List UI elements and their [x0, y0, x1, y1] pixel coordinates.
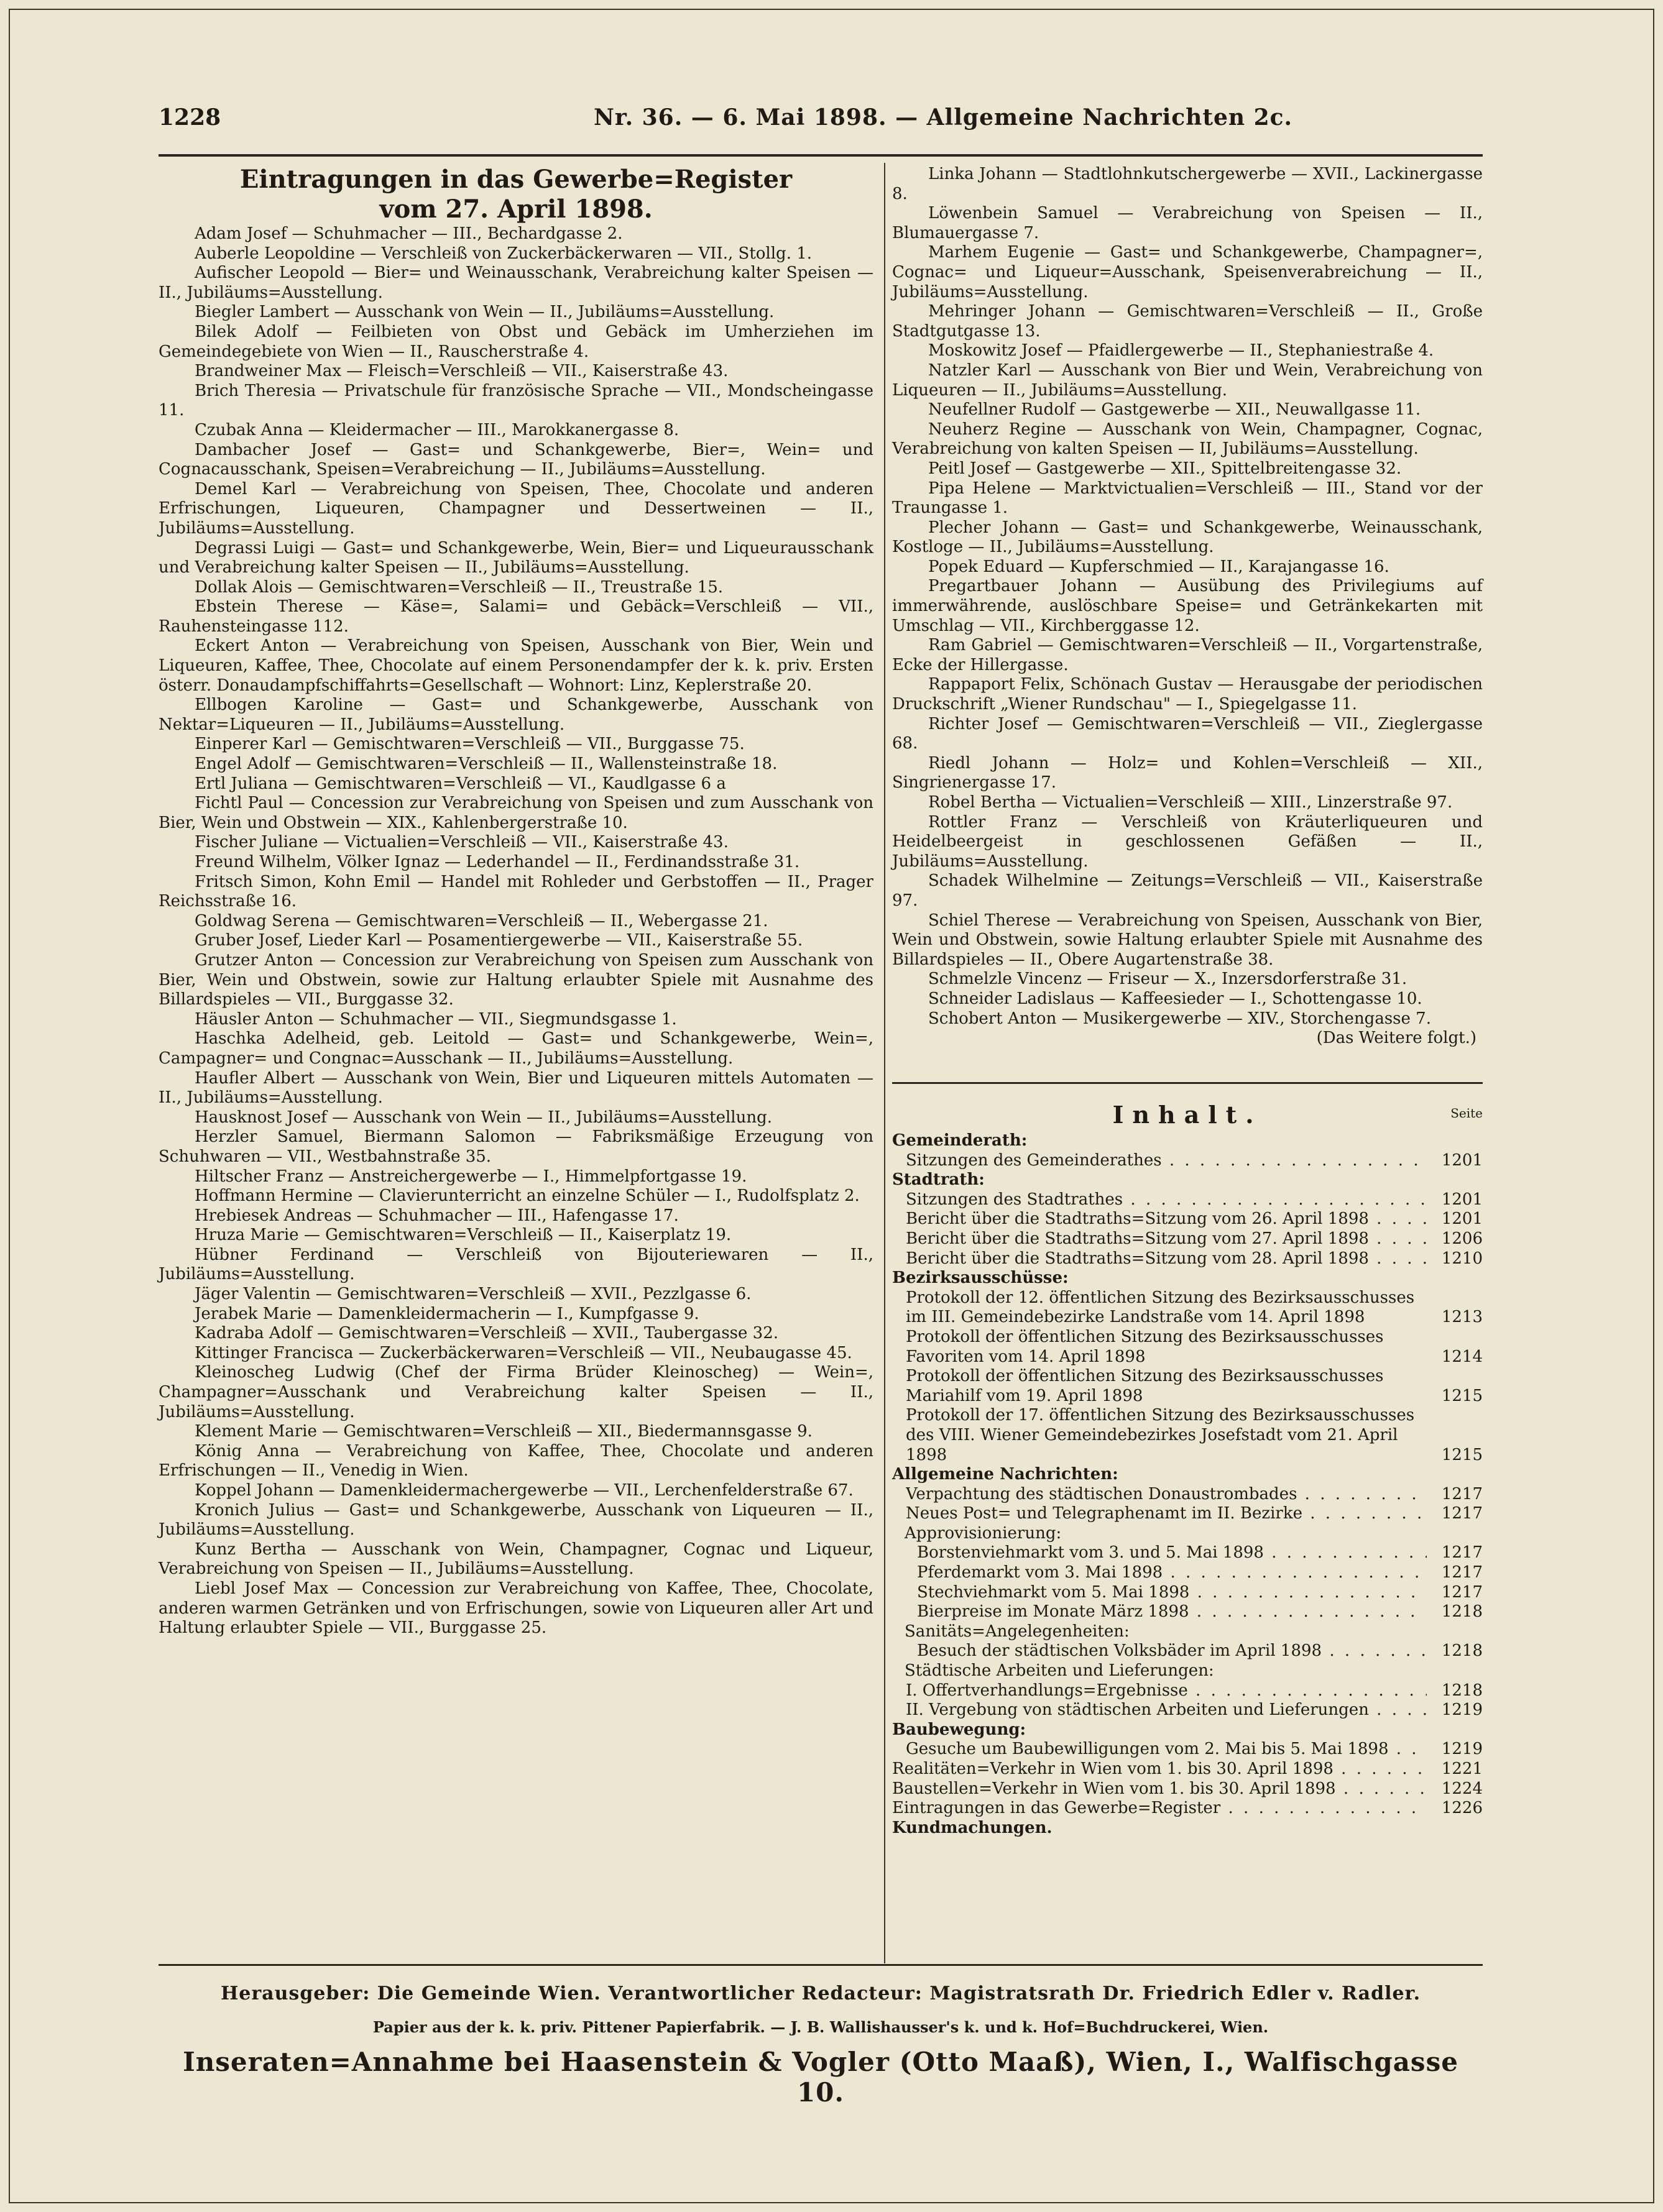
toc-entry-title: Verpachtung des städtischen Donaustrombades . . .	[906, 1485, 1427, 1505]
toc-entry-page: 1214	[1441, 1347, 1483, 1366]
column-divider	[884, 163, 885, 1963]
toc-title: Inhalt.	[1112, 1101, 1263, 1129]
toc-entry-page: 1226	[1441, 1799, 1483, 1818]
toc-entry-title: II. Vergebung von städtischen Arbeiten und Lieferungen . . .	[906, 1700, 1427, 1720]
toc-entry-title: Borstenviehmarkt vom 3. und 5. Mai 1898 . . .	[917, 1543, 1427, 1563]
register-entry: Hrebiesek Andreas — Schuhmacher — III., Hafengasse 17.	[195, 1206, 679, 1225]
header-rule	[159, 154, 1483, 157]
publisher-line: Herausgeber: Die Gemeinde Wien. Verantwortlicher Redacteur: Magistratsrath Dr. Friedrich Edler v. Radler.	[220, 1983, 1421, 2004]
toc-entry-title: Sitzungen des Gemeinderathes . . .	[906, 1151, 1427, 1171]
toc-entry-page: 1224	[1441, 1779, 1483, 1798]
toc-entry	[892, 1249, 1483, 1269]
register-entry: Eckert Anton — Verabreichung von Speisen, Ausschank von Bier, Wein und Liqueuren, Kaffee, Thee, Chocolate auf einem Personendampfer der k. k. priv. Ersten österr. Donaudampfschiffahrts=Gesellschaft — Wohnort: Linz, Keplerstraße 20.	[159, 636, 873, 695]
page-header	[159, 104, 1483, 142]
toc-entry-title: Protokoll der öffentlichen Sitzung des Bezirksausschusses Favoriten vom 14. April 1898	[906, 1327, 1384, 1366]
toc-entry	[892, 1209, 1483, 1229]
toc-entry-title: Besuch der städtischen Volksbäder im April 1898 . . .	[917, 1641, 1427, 1661]
toc-seite-label: Seite	[1450, 1106, 1483, 1121]
table-of-contents	[892, 1131, 1483, 1908]
toc-list	[892, 1190, 1483, 1269]
register-entry: Fritsch Simon, Kohn Emil — Handel mit Rohleder und Gerbstoffen — II., Prager Reichsstraße 16.	[159, 872, 873, 911]
register-title-line2: vom 27. April 1898.	[379, 195, 653, 224]
register-entry: Hübner Ferdinand — Verschleiß von Bijouteriewaren — II., Jubiläums=Ausstellung.	[159, 1245, 873, 1284]
register-entry: Neuherz Regine — Ausschank von Wein, Champagner, Cognac, Verabreichung von kalten Speisen — II, Jubiläums=Ausstellung.	[892, 420, 1483, 459]
register-entry: Robel Bertha — Victualien=Verschleiß — XIII., Linzerstraße 97.	[928, 793, 1453, 812]
toc-entry-page: 1201	[1441, 1150, 1483, 1170]
left-column	[159, 165, 873, 1638]
footer-rule	[159, 1964, 1483, 1966]
register-entry: Löwenbein Samuel — Verabreichung von Speisen — II., Blumauergasse 7.	[892, 204, 1483, 242]
register-entry: Ebstein Therese — Käse=, Salami= und Gebäck=Verschleiß — VII., Rauhensteingasse 112.	[159, 597, 873, 636]
toc-entry	[892, 1229, 1483, 1249]
register-entry: Herzler Samuel, Biermann Salomon — Fabriksmäßige Erzeugung von Schuhwaren — VII., Westbahnstraße 35.	[159, 1127, 873, 1166]
register-entry: Einperer Karl — Gemischtwaren=Verschleiß — VII., Burggasse 75.	[195, 735, 745, 754]
register-entry: Jerabek Marie — Damenkleidermacherin — I., Kumpfgasse 9.	[195, 1304, 699, 1323]
register-entry: Schneider Ladislaus — Kaffeesieder — I., Schottengasse 10.	[928, 989, 1422, 1008]
toc-section-stadtrath: Stadtrath:	[892, 1170, 985, 1190]
register-entry: König Anna — Verabreichung von Kaffee, Thee, Chocolate und anderen Erfrischungen — II., Venedig in Wien.	[159, 1441, 873, 1480]
toc-entry-page: 1221	[1441, 1760, 1483, 1778]
toc-entry-title: Gesuche um Baubewilligungen vom 2. Mai bis 5. Mai 1898 . . .	[906, 1740, 1427, 1760]
register-entry: Kronich Julius — Gast= und Schankgewerbe, Ausschank von Liqueuren — II., Jubiläums=Ausstellung.	[159, 1500, 873, 1540]
toc-section-baubewegung: Baubewegung:	[892, 1720, 1026, 1739]
register-entry: Moskowitz Josef — Pfaidlergewerbe — II., Stephaniestraße 4.	[928, 341, 1434, 360]
toc-entry-page: 1213	[1441, 1308, 1483, 1327]
toc-entry	[892, 1543, 1483, 1563]
register-entry: Häusler Anton — Schuhmacher — VII., Siegmundsgasse 1.	[195, 1009, 677, 1029]
register-entry: Dambacher Josef — Gast= und Schankgewerbe, Bier=, Wein= und Cognacausschank, Speisen=Verabreichung — II., Jubiläums=Ausstellung.	[159, 440, 873, 479]
register-entry: Kleinoscheg Ludwig (Chef der Firma Brüder Kleinoscheg) — Wein=, Champagner=Ausschank und Verabreichung kalter Speisen — II., Jubiläums=Ausstellung.	[159, 1363, 873, 1421]
right-column	[892, 165, 1483, 1908]
toc-entry-page: 1217	[1441, 1484, 1483, 1503]
register-entry: Fichtl Paul — Concession zur Verabreichung von Speisen und zum Ausschank von Bier, Wein und Obstwein — XIX., Kahlenbergerstraße 10.	[159, 794, 873, 832]
toc-entry	[892, 1602, 1483, 1622]
register-entry: Plecher Johann — Gast= und Schankgewerbe, Weinausschank, Kostloge — II., Jubiläums=Ausstellung.	[892, 518, 1483, 557]
register-title-line1: Eintragungen in das Gewerbe=Register	[239, 165, 793, 194]
toc-list	[892, 1485, 1483, 1524]
register-entry: Brandweiner Max — Fleisch=Verschleiß — VII., Kaiserstraße 43.	[195, 362, 729, 381]
register-entry: Peitl Josef — Gastgewerbe — XII., Spittelbreitengasse 32.	[928, 459, 1402, 478]
toc-entry-title: Bericht über die Stadtraths=Sitzung vom 28. April 1898 . . .	[906, 1249, 1427, 1269]
toc-list	[892, 1740, 1483, 1760]
register-entry: Haschka Adelheid, geb. Leitold — Gast= und Schankgewerbe, Wein=, Campagner= und Congnac=Ausschank — II., Jubiläums=Ausstellung.	[159, 1029, 873, 1068]
toc-entry-page: 1210	[1441, 1249, 1483, 1268]
register-entry: Hruza Marie — Gemischtwaren=Verschleiß — II., Kaiserplatz 19.	[195, 1226, 732, 1245]
register-entry: Rottler Franz — Verschleiß von Kräuterliqueuren und Heidelbeergeist in geschlossenen Gefäßen — II., Jubiläums=Ausstellung.	[892, 812, 1483, 871]
toc-entry	[892, 1151, 1483, 1171]
register-entry: Popek Eduard — Kupferschmied — II., Karajangasse 16.	[928, 557, 1389, 576]
continued-note: (Das Weitere folgt.)	[1316, 1029, 1476, 1048]
register-entry: Degrassi Luigi — Gast= und Schankgewerbe, Wein, Bier= und Liqueurausschank und Verabreichung kalter Speisen — II., Jubiläums=Ausstellung.	[159, 538, 873, 577]
register-entry: Klement Marie — Gemischtwaren=Verschleiß — XII., Biedermannsgasse 9.	[195, 1422, 813, 1441]
toc-entry-page: 1217	[1441, 1504, 1483, 1523]
register-entry: Ellbogen Karoline — Gast= und Schankgewerbe, Ausschank von Nektar=Liqueuren — II., Jubiläums=Ausstellung.	[159, 695, 873, 734]
toc-sub-sanitaet: Sanitäts=Angelegenheiten:	[905, 1622, 1130, 1641]
toc-entry	[892, 1681, 1483, 1701]
register-entry: Czubak Anna — Kleidermacher — III., Marokkanergasse 8.	[195, 420, 679, 439]
register-entry: Liebl Josef Max — Concession zur Verabreichung von Kaffee, Thee, Chocolate, anderen warmen Getränken und von Erfrischungen, sowie von Liqueuren aller Art und Haltung erlaubter Spiele — VII., Burggasse 25.	[159, 1579, 873, 1638]
register-entry: Kadraba Adolf — Gemischtwaren=Verschleiß — XVII., Taubergasse 32.	[195, 1324, 779, 1343]
toc-entry	[892, 1760, 1483, 1779]
toc-entry-title: Neues Post= und Telegraphenamt im II. Bezirke . . .	[906, 1504, 1427, 1524]
toc-list	[892, 1543, 1483, 1622]
page-number: 1228	[159, 104, 221, 131]
register-entry: Ertl Juliana — Gemischtwaren=Verschleiß — VI., Kaudlgasse 6 a	[195, 774, 726, 793]
toc-entry	[892, 1367, 1483, 1406]
toc-entry-title: I. Offertverhandlungs=Ergebnisse . . .	[906, 1681, 1427, 1701]
toc-section-gemeinderath: Gemeinderath:	[892, 1131, 1028, 1150]
toc-list	[892, 1641, 1483, 1661]
register-entry: Marhem Eugenie — Gast= und Schankgewerbe, Champagner=, Cognac= und Liqueur=Ausschank, Speisenverabreichung — II., Jubiläums=Ausstellung.	[892, 243, 1483, 301]
toc-section-kundmachungen: Kundmachungen.	[892, 1818, 1053, 1837]
toc-entry-title: Protokoll der 12. öffentlichen Sitzung des Bezirksausschusses im III. Gemeindebezirke Landstraße vom 14. April 1898	[906, 1288, 1415, 1327]
register-entry: Brich Theresia — Privatschule für französische Sprache — VII., Mondscheingasse 11.	[159, 381, 873, 420]
register-entry: Aufischer Leopold — Bier= und Weinausschank, Verabreichung kalter Speisen — II., Jubiläums=Ausstellung.	[159, 264, 873, 302]
toc-entry	[892, 1700, 1483, 1720]
register-entry: Riedl Johann — Holz= und Kohlen=Verschleiß — XII., Singrienergasse 17.	[892, 753, 1483, 792]
toc-entry-page: 1206	[1441, 1229, 1483, 1248]
toc-entry	[892, 1799, 1483, 1819]
register-title	[159, 165, 873, 224]
toc-entry	[892, 1485, 1483, 1505]
toc-entry-page: 1219	[1441, 1700, 1483, 1720]
toc-entry-page: 1217	[1441, 1582, 1483, 1602]
toc-entry-page: 1217	[1441, 1563, 1483, 1582]
register-entry: Kittinger Francisca — Zuckerbäckerwaren=Verschleiß — VII., Neubaugasse 45.	[195, 1343, 852, 1362]
toc-entry	[892, 1406, 1483, 1465]
toc-entry-title: Sitzungen des Stadtrathes . . .	[906, 1190, 1427, 1210]
toc-entry-page: 1215	[1441, 1386, 1483, 1405]
toc-section-bezirksausschuesse: Bezirksausschüsse:	[892, 1269, 1069, 1288]
register-entry: Adam Josef — Schuhmacher — III., Bechardgasse 2.	[195, 224, 623, 243]
register-entry: Haufler Albert — Ausschank von Wein, Bier und Liqueuren mittels Automaten — II., Jubiläums=Ausstellung.	[159, 1068, 873, 1108]
register-entry: Richter Josef — Gemischtwaren=Verschleiß — VII., Zieglergasse 68.	[892, 714, 1483, 753]
register-entry: Auberle Leopoldine — Verschleiß von Zuckerbäckerwaren — VII., Stollg. 1.	[195, 244, 813, 263]
register-entry: Schadek Wilhelmine — Zeitungs=Verschleiß — VII., Kaiserstraße 97.	[892, 871, 1483, 910]
toc-entry	[892, 1504, 1483, 1524]
register-entry: Mehringer Johann — Gemischtwaren=Verschleiß — II., Große Stadtgutgasse 13.	[892, 302, 1483, 341]
toc-entry-page: 1218	[1441, 1641, 1483, 1661]
register-entry: Goldwag Serena — Gemischtwaren=Verschleiß — II., Webergasse 21.	[195, 911, 768, 930]
toc-entry-page: 1218	[1441, 1681, 1483, 1700]
register-entry: Natzler Karl — Ausschank von Bier und Wein, Verabreichung von Liqueuren — II., Jubiläums=Ausstellung.	[892, 360, 1483, 400]
register-entry: Schiel Therese — Verabreichung von Speisen, Ausschank von Bier, Wein und Obstwein, sowie Haltung erlaubter Spiele mit Ausnahme des Billardspieles — II., Obere Augartenstraße 38.	[892, 911, 1483, 969]
toc-entry	[892, 1288, 1483, 1328]
toc-list	[892, 1681, 1483, 1720]
toc-entry-title: Bericht über die Stadtraths=Sitzung vom 27. April 1898 . . .	[906, 1229, 1427, 1249]
toc-entry	[892, 1740, 1483, 1760]
toc-heading	[892, 1099, 1483, 1131]
register-entries-right-block	[892, 165, 1483, 1078]
toc-entry	[892, 1583, 1483, 1603]
register-entry: Pipa Helene — Marktvictualien=Verschleiß — III., Stand vor der Traungasse 1.	[892, 479, 1483, 518]
toc-entry-page: 1215	[1441, 1445, 1483, 1464]
toc-entry-title: Pferdemarkt vom 3. Mai 1898 . . .	[917, 1563, 1427, 1583]
toc-section-allgemeine-nachrichten: Allgemeine Nachrichten:	[892, 1465, 1118, 1484]
toc-list	[892, 1288, 1483, 1465]
register-entries-right	[892, 165, 1483, 1029]
toc-entry-title: Protokoll der öffentlichen Sitzung des Bezirksausschusses Mariahilf vom 19. April 1898	[906, 1367, 1384, 1405]
register-entry: Pregartbauer Johann — Ausübung des Privilegiums auf immerwährende, auslöschbare Speise= und Getränkekarten mit Umschlag — VII., Kirchberggasse 12.	[892, 577, 1483, 635]
toc-entry-title: Protokoll der 17. öffentlichen Sitzung des Bezirksausschusses des VIII. Wiener Gemeindebezirkes Josefstadt vom 21. April 1898	[906, 1406, 1415, 1464]
issue-info: Nr. 36. — 6. Mai 1898. — Allgemeine Nachrichten 2c.	[594, 104, 1293, 131]
register-entry: Freund Wilhelm, Völker Ignaz — Lederhandel — II., Ferdinandsstraße 31.	[195, 853, 800, 871]
toc-list	[892, 1151, 1483, 1171]
toc-entry	[892, 1779, 1483, 1799]
register-entry: Kunz Bertha — Ausschank von Wein, Champagner, Cognac und Liqueur, Verabreichung von Speisen — II., Jubiläums=Ausstellung.	[159, 1540, 873, 1579]
register-entry: Jäger Valentin — Gemischtwaren=Verschleiß — XVII., Pezzlgasse 6.	[195, 1285, 752, 1304]
toc-entry-page: 1217	[1441, 1543, 1483, 1563]
register-entry: Linka Johann — Stadtlohnkutschergewerbe — XVII., Lackinergasse 8.	[892, 165, 1483, 203]
toc-entry-title: Realitäten=Verkehr in Wien vom 1. bis 30. April 1898 . . .	[892, 1760, 1427, 1779]
toc-sub-approvisionierung: Approvisionierung:	[905, 1523, 1062, 1543]
register-entry: Bilek Adolf — Feilbieten von Obst und Gebäck im Umherziehen im Gemeindegebiete von Wien — II., Rauscherstraße 4.	[159, 322, 873, 361]
register-entry: Demel Karl — Verabreichung von Speisen, Thee, Chocolate und anderen Erfrischungen, Liqueuren, Champagner und Dessertweinen — II., Jubiläums=Ausstellung.	[159, 479, 873, 538]
register-entry: Biegler Lambert — Ausschank von Wein — II., Jubiläums=Ausstellung.	[195, 303, 775, 322]
toc-entry	[892, 1190, 1483, 1210]
toc-sub-arbeiten: Städtische Arbeiten und Lieferungen:	[905, 1661, 1214, 1681]
register-entry: Fischer Juliane — Victualien=Verschleiß — VII., Kaiserstraße 43.	[195, 833, 729, 852]
toc-entry-title: Baustellen=Verkehr in Wien vom 1. bis 30. April 1898 . . .	[892, 1779, 1427, 1799]
toc-entry-title: Bierpreise im Monate März 1898 . . .	[917, 1602, 1427, 1622]
toc-entry	[892, 1563, 1483, 1583]
toc-entry-title: Stechviehmarkt vom 5. Mai 1898 . . .	[917, 1583, 1427, 1603]
toc-entry-page: 1201	[1441, 1190, 1483, 1209]
toc-entry-title: Eintragungen in das Gewerbe=Register . . .	[892, 1799, 1427, 1819]
toc-rule	[892, 1082, 1483, 1084]
toc-list	[892, 1760, 1483, 1819]
advertising-line: Inseraten=Annahme bei Haasenstein & Vogler (Otto Maaß), Wien, I., Walfischgasse 10.	[183, 2047, 1458, 2108]
register-entry: Ram Gabriel — Gemischtwaren=Verschleiß — II., Vorgartenstraße, Ecke der Hillergasse.	[892, 636, 1483, 674]
register-entry: Hoffmann Hermine — Clavierunterricht an einzelne Schüler — I., Rudolfsplatz 2.	[195, 1186, 860, 1206]
register-entry: Grutzer Anton — Concession zur Verabreichung von Speisen zum Ausschank von Bier, Wein und Obstwein, sowie zur Haltung erlaubter Spiele mit Ausnahme des Billardspieles — VII., Burggasse 32.	[159, 950, 873, 1009]
printer-line: Papier aus der k. k. priv. Pittener Papierfabrik. — J. B. Wallishausser's k. und k. Hof=Buchdruckerei, Wien.	[372, 2018, 1269, 2036]
register-entry: Neufellner Rudolf — Gastgewerbe — XII., Neuwallgasse 11.	[928, 400, 1421, 420]
register-entry: Schobert Anton — Musikergewerbe — XIV., Storchengasse 7.	[928, 1009, 1431, 1028]
register-entry: Schmelzle Vincenz — Friseur — X., Inzersdorferstraße 31.	[928, 970, 1407, 989]
register-entry: Hiltscher Franz — Anstreichergewerbe — I., Himmelpfortgasse 19.	[195, 1167, 747, 1186]
register-entry: Rappaport Felix, Schönach Gustav — Herausgabe der periodischen Druckschrift „Wiener Rundschau" — I., Spiegelgasse 11.	[892, 675, 1483, 714]
register-entry: Dollak Alois — Gemischtwaren=Verschleiß — II., Treustraße 15.	[195, 577, 724, 597]
register-entry: Gruber Josef, Lieder Karl — Posamentiergewerbe — VII., Kaiserstraße 55.	[195, 931, 803, 950]
register-entries-left	[159, 224, 873, 1638]
toc-entry	[892, 1328, 1483, 1367]
toc-entry	[892, 1641, 1483, 1661]
toc-entry-page: 1218	[1441, 1602, 1483, 1622]
register-entry: Koppel Johann — Damenkleidermachergewerbe — VII., Lerchenfelderstraße 67.	[195, 1481, 854, 1500]
toc-entry-page: 1219	[1441, 1740, 1483, 1759]
register-entry: Hausknost Josef — Ausschank von Wein — II., Jubiläums=Ausstellung.	[195, 1108, 773, 1127]
toc-entry-title: Bericht über die Stadtraths=Sitzung vom 26. April 1898 . . .	[906, 1209, 1427, 1229]
register-entry: Engel Adolf — Gemischtwaren=Verschleiß — II., Wallensteinstraße 18.	[195, 755, 778, 774]
toc-entry-page: 1201	[1441, 1209, 1483, 1229]
